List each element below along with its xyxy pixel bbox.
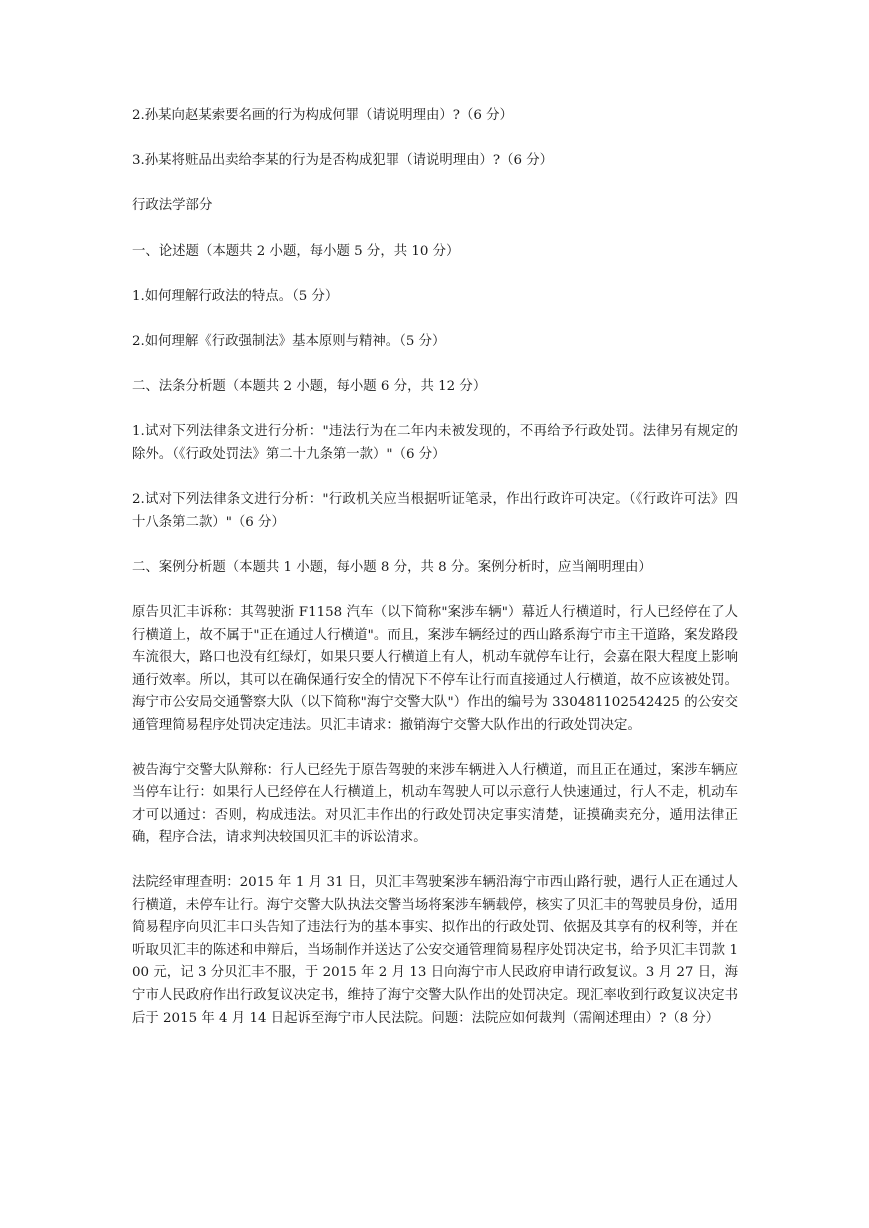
question-paragraph: 2.试对下列法律条文进行分析："行政机关应当根据听证笔录，作出行政许可决定。（《行政许可法》四十八条第二款）"（6 分） (132, 492, 738, 530)
question-paragraph: 2.如何理解《行政强制法》基本原则与精神。（5 分） (132, 333, 446, 349)
question-paragraph: 3.孙某将赃品出卖给李某的行为是否构成犯罪（请说明理由）?（6 分） (132, 153, 554, 169)
section-subheading: 二、案例分析题（本题共 1 小题，每小题 8 分，共 8 分。案例分析时，应当阐明理由） (132, 559, 652, 575)
case-defendant-paragraph: 被告海宁交警大队辩称：行人已经先于原告驾驶的来涉车辆进入人行横道，而且正在通过，案涉车辆应当停车让行：如果行人已经停在人行横道上，机动车驾驶人可以示意行人快速通过，行人不走，机动车才可以通过：否则，构成违法。对贝汇丰作出的行政处罚决定事实清楚，证摸确卖充分，遁用法律正确，程序合法，请求判决较国贝汇丰的诉讼清求。 (132, 762, 738, 846)
case-court-paragraph: 法院经审理查明：2015 年 1 月 31 日，贝汇丰驾驶案涉车辆沿海宁市西山路行驶，遇行人正在通过人行横道，未停车让行。海宁交警大队执法交警当场将案涉车辆载停，核实了贝汇丰的驾驶员身份，适用简易程序向贝汇丰口头告知了违法行为的基本事实、拟作出的行政处罚、依据及其享有的权利等，并在听取贝汇丰的陈述和申辩后，当场制作并送达了公安交通管理简易程序处罚决定书，给予贝汇丰罚款 100 元，记 3 分贝汇丰不服，于 2015 年 2 月 13 日向海宁市人民政府申请行政复议。3 月 27 日，海宁市人民政府作出行政复议决定书，维持了海宁交警大队作出的处罚决定。现汇率收到行政复议决定书后于 2015 年 4 月 14 日起诉至海宁市人民法院。问题：法院应如何裁判（需阐述理由）?（8 分） (132, 875, 738, 1026)
case-plaintiff-paragraph: 原告贝汇丰诉称：其驾驶浙 F1158 汽车（以下简称"案涉车辆"）幕近人行横道时，行人已经停在了人行横道上，故不属于"正在通过人行横道"。而且，案涉车辆经过的西山路系海宁市主干道路，案发路段车流很大，路口也没有红绿灯，如果只要人行横道上有人，机动车就停车让行，会嘉在限大程度上影响通行效率。所以，其可以在确保通行安全的情况下不停车让行而直接通过人行横道，故不应该被处罚。海宁市公安局交通警察大队（以下简称"海宁交警大队"）作出的编号为 330481102542425 的公安交通管理简易程序处罚决定违法。贝汇丰请求：撤销海宁交警大队作出的行政处罚决定。 (132, 605, 738, 734)
question-paragraph: 2.孙某向赵某索要名画的行为构成何罪（请说明理由）?（6 分） (132, 108, 513, 123)
section-subheading: 二、法条分析题（本题共 2 小题，每小题 6 分，共 12 分） (132, 379, 487, 395)
question-paragraph: 1.如何理解行政法的特点。（5 分） (132, 288, 339, 304)
question-paragraph: 1.试对下列法律条文进行分析："违法行为在二年内未被发现的，不再给予行政处罚。法律另有规定的除外。（《行政处罚法》第二十九条第一款）"（6 分） (132, 424, 738, 462)
section-subheading: 一、论述题（本题共 2 小题，每小题 5 分，共 10 分） (132, 243, 460, 259)
document-body (132, 105, 738, 1052)
section-heading: 行政法学部分 (132, 198, 213, 214)
